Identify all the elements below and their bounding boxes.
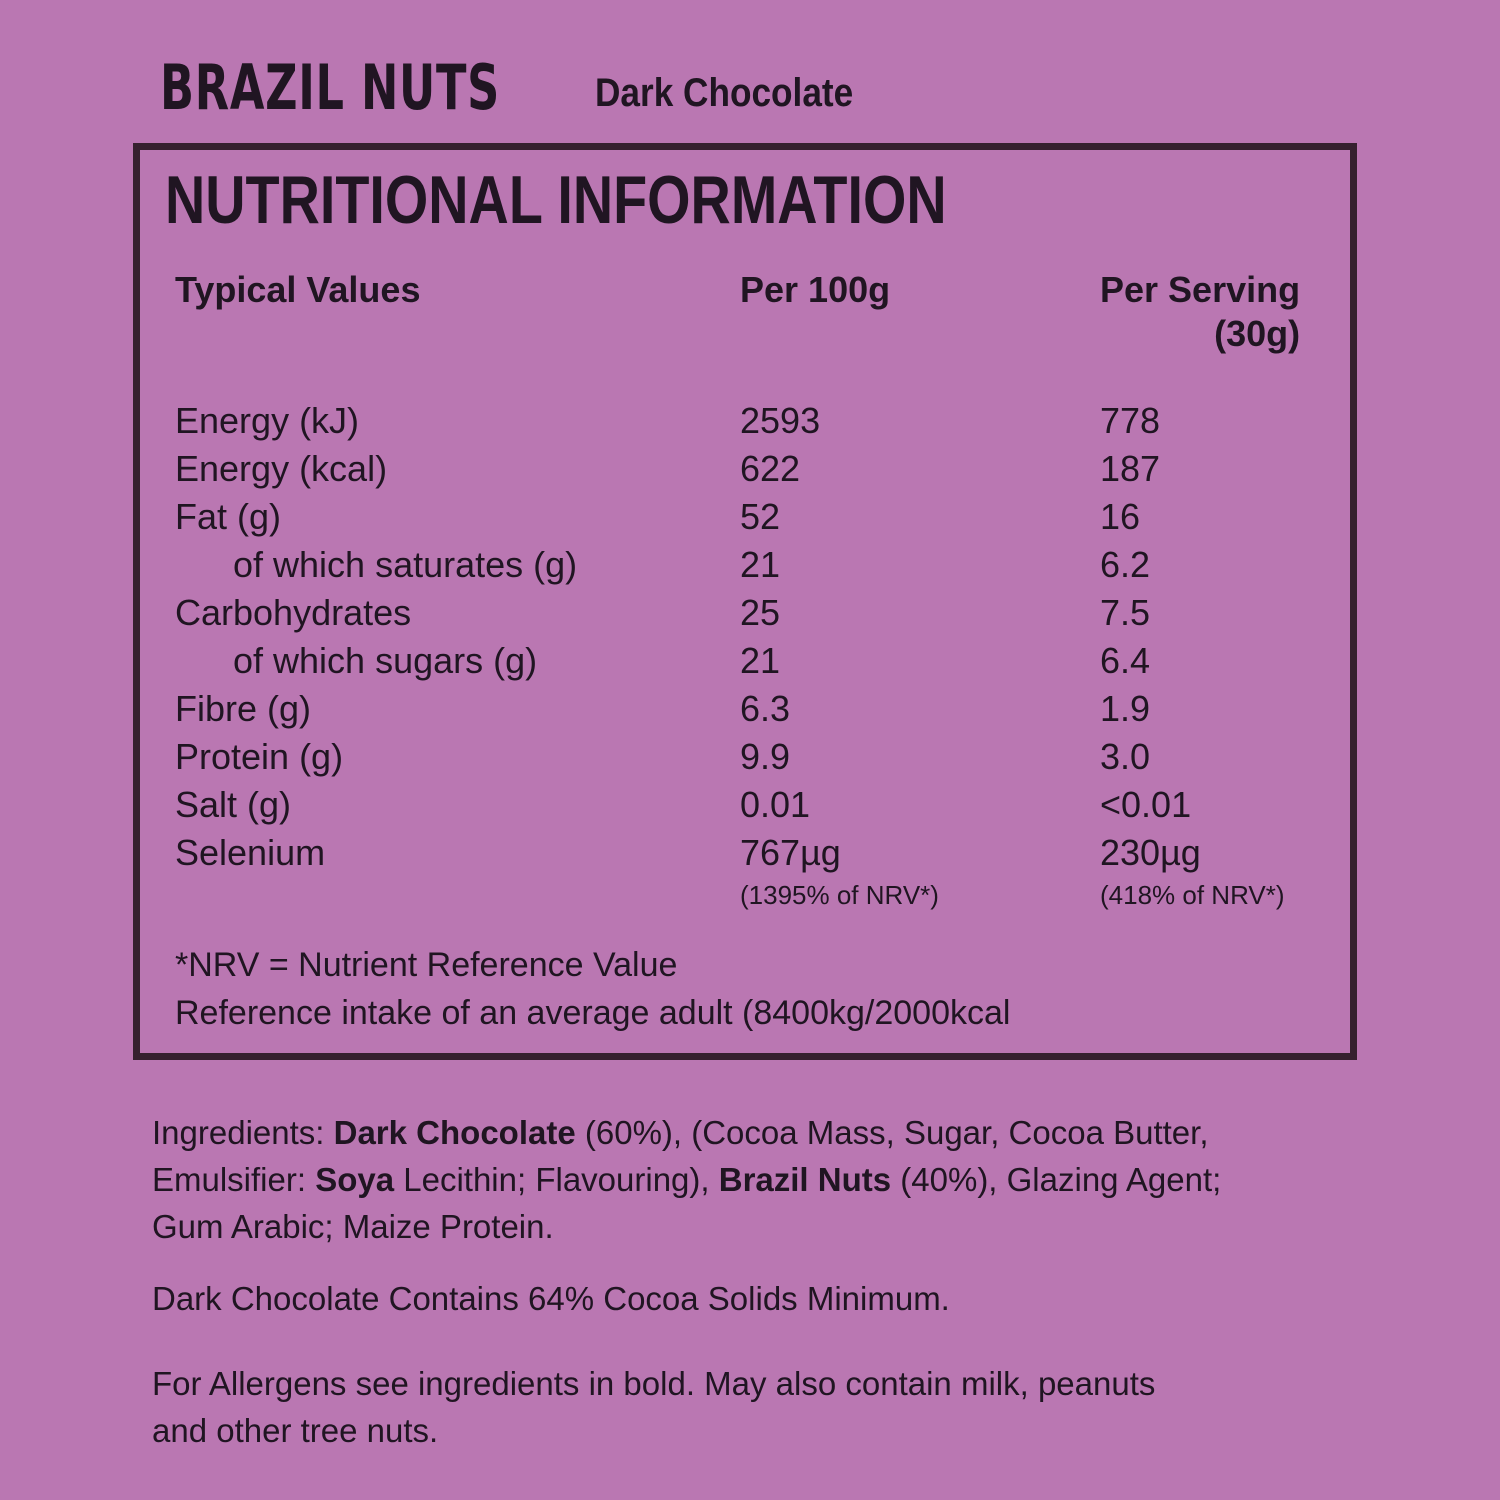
per-serving-value: 6.4	[1100, 640, 1151, 681]
nutrient-label: of which saturates (g)	[233, 544, 578, 585]
allergen-note	[152, 1360, 1155, 1454]
per-serving-value: 3.0	[1100, 736, 1151, 777]
table-row	[175, 397, 1330, 445]
product-title: BRAZIL NUTS	[160, 51, 501, 124]
per-serving-value: 187	[1100, 448, 1161, 489]
table-row	[175, 541, 1330, 589]
nutrient-label: Fat (g)	[175, 496, 282, 537]
table-row	[175, 589, 1330, 637]
per-serving-value: 6.2	[1100, 544, 1151, 585]
per-100g-value: 0.01	[740, 784, 811, 825]
per-100g-value: 622	[740, 448, 801, 489]
per-serving-value: 7.5	[1100, 592, 1151, 633]
panel-heading: NUTRITIONAL INFORMATION	[165, 162, 947, 238]
nutrient-label: of which sugars (g)	[233, 640, 538, 681]
per-100g-value: 9.9	[740, 736, 791, 777]
nutrient-label: Selenium	[175, 832, 326, 873]
per-100g-value: 6.3	[740, 688, 791, 729]
allergen-note-line: For Allergens see ingredients in bold. May also contain milk, peanuts	[152, 1365, 1156, 1402]
nutrient-label: Carbohydrates	[175, 592, 412, 633]
table-header-row	[175, 268, 1330, 356]
ingredients-paragraph	[152, 1109, 1221, 1250]
column-header-per-100g: Per 100g	[740, 269, 891, 310]
nutrient-label: Energy (kcal)	[175, 448, 388, 489]
per-serving-value: 1.9	[1100, 688, 1151, 729]
per-serving-value: 778	[1100, 400, 1161, 441]
nutrition-panel	[133, 143, 1357, 1060]
per-serving-value: 230µg	[1100, 832, 1201, 873]
nrv-footnote	[175, 941, 1010, 1037]
nutrient-label: Protein (g)	[175, 736, 344, 777]
reference-intake-note: Reference intake of an average adult (8400kg/2000kcal	[175, 994, 1011, 1032]
ingredients-line: Emulsifier: Soya Lecithin; Flavouring), Brazil Nuts (40%), Glazing Agent;	[152, 1161, 1222, 1198]
ingredients-line: Gum Arabic; Maize Protein.	[152, 1208, 554, 1245]
per-100g-value: 21	[740, 544, 781, 585]
table-row	[175, 685, 1330, 733]
per-100g-value: 767µg	[740, 832, 841, 873]
table-row	[175, 829, 1330, 877]
column-header-per-serving	[1100, 268, 1330, 356]
product-variant: Dark Chocolate	[595, 71, 854, 115]
per-serving-label: Per Serving	[1100, 269, 1301, 310]
per-serving-value: 16	[1100, 496, 1141, 537]
ingredients-line: Ingredients: Dark Chocolate (60%), (Cocoa Mass, Sugar, Cocoa Butter,	[152, 1114, 1209, 1151]
nutrient-label: Fibre (g)	[175, 688, 312, 729]
serving-size-label: (30g)	[1214, 313, 1301, 354]
column-header-typical-values: Typical Values	[175, 269, 421, 310]
per-100g-value: 21	[740, 640, 781, 681]
per-100g-value: 52	[740, 496, 781, 537]
nutrient-label: Energy (kJ)	[175, 400, 360, 441]
nutrient-label: Salt (g)	[175, 784, 292, 825]
table-row	[175, 781, 1330, 829]
table-row	[175, 733, 1330, 781]
cocoa-solids-note: Dark Chocolate Contains 64% Cocoa Solids Minimum.	[152, 1280, 950, 1317]
nrv-definition: *NRV = Nutrient Reference Value	[175, 946, 678, 984]
allergen-note-line: and other tree nuts.	[152, 1412, 439, 1449]
table-row	[175, 493, 1330, 541]
nrv-percent-per-100g: (1395% of NRV*)	[740, 880, 939, 910]
nrv-percent-per-serving: (418% of NRV*)	[1100, 880, 1285, 910]
per-100g-value: 2593	[740, 400, 821, 441]
table-row	[175, 637, 1330, 685]
table-row	[175, 445, 1330, 493]
per-100g-value: 25	[740, 592, 781, 633]
nrv-percentage-row	[175, 877, 1330, 913]
nutrition-table	[175, 397, 1330, 913]
per-serving-value: <0.01	[1100, 784, 1192, 825]
